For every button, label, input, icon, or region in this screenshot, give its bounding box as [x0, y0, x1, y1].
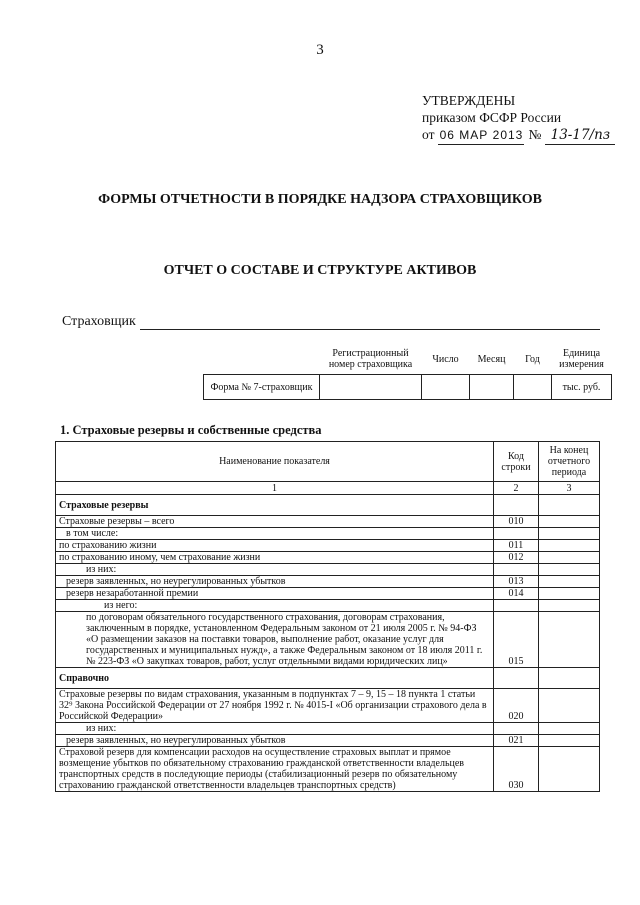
insurer-field — [62, 314, 600, 330]
table-row — [56, 528, 600, 540]
row-label: в том числе: — [56, 528, 494, 540]
row-code: 030 — [494, 747, 539, 792]
insurer-blank-line — [140, 315, 600, 330]
table-row — [56, 689, 600, 723]
row-value — [539, 668, 600, 689]
row-value — [539, 576, 600, 588]
row-label: Справочно — [56, 668, 494, 689]
table-row — [56, 588, 600, 600]
unit-cell: тыс. руб. — [552, 375, 612, 400]
col-header-name: Наименование показателя — [56, 442, 494, 482]
table-row — [56, 612, 600, 668]
section-title: 1. Страховые резервы и собственные средства — [60, 423, 322, 437]
table-row — [56, 600, 600, 612]
table-row — [56, 668, 600, 689]
row-label: из него: — [56, 600, 494, 612]
table-row — [56, 723, 600, 735]
insurer-label: Страховщик — [62, 314, 136, 329]
year-cell — [514, 375, 552, 400]
row-label: резерв незаработанной премии — [56, 588, 494, 600]
table-row — [56, 540, 600, 552]
day-cell — [422, 375, 470, 400]
row-label: из них: — [56, 564, 494, 576]
row-value — [539, 516, 600, 528]
col-number-1: 1 — [56, 482, 494, 495]
row-label: Страховой резерв для компенсации расходов на осуществление страховых выплат и прямое возмещение убытков по обязательному страхованию гражданской ответственности владельцев транспортных средств в последующие периоды (стабилизационный резерв по обязательному страхованию гражданской ответственности владельцев транспортных средств) — [56, 747, 494, 792]
approval-no-label: № — [528, 127, 542, 142]
table-header-row — [56, 442, 600, 482]
approval-details — [422, 126, 615, 145]
col-number-3: 3 — [539, 482, 600, 495]
row-code: 014 — [494, 588, 539, 600]
row-value — [539, 588, 600, 600]
row-value — [539, 552, 600, 564]
row-value — [539, 689, 600, 723]
main-title: ФОРМЫ ОТЧЕТНОСТИ В ПОРЯДКЕ НАДЗОРА СТРАХОВЩИКОВ — [98, 192, 542, 207]
form-label: Форма № 7-страховщик — [204, 375, 320, 400]
table-row — [56, 552, 600, 564]
row-code: 012 — [494, 552, 539, 564]
row-value — [539, 723, 600, 735]
table-row — [56, 735, 600, 747]
row-label: из них: — [56, 723, 494, 735]
row-code: 015 — [494, 612, 539, 668]
approval-line2: приказом ФСФР России — [422, 110, 562, 125]
row-label: по страхованию жизни — [56, 540, 494, 552]
header-month: Месяц — [477, 353, 506, 365]
column-number-row — [56, 482, 600, 495]
form-id-table — [203, 344, 612, 400]
row-value — [539, 600, 600, 612]
row-code — [494, 564, 539, 576]
page-number: 3 — [316, 42, 324, 58]
month-cell — [470, 375, 514, 400]
approval-line1: УТВЕРЖДЕНЫ — [422, 93, 516, 108]
col-header-value: На конец отчетного периода — [539, 442, 600, 482]
row-value — [539, 735, 600, 747]
row-code: 021 — [494, 735, 539, 747]
table-row — [56, 747, 600, 792]
approval-stamp — [422, 92, 615, 145]
report-title: ОТЧЕТ О СОСТАВЕ И СТРУКТУРЕ АКТИВОВ — [163, 263, 477, 278]
table-row — [56, 564, 600, 576]
table-row — [56, 576, 600, 588]
row-code — [494, 495, 539, 516]
reserves-table — [55, 441, 600, 792]
header-unit: Единица измерения — [559, 348, 604, 370]
table-row — [56, 516, 600, 528]
approval-date: 06 МАР 2013 — [438, 127, 524, 145]
row-label: Страховые резервы по видам страхования, указанным в подпунктах 7 – 9, 15 – 18 пункта 1 статьи 32⁹ Закона Российской Федерации от 27 ноября 1992 г. № 4015-I «Об организации страхового дела в Российской Федерации» — [56, 689, 494, 723]
col-header-code: Код строки — [494, 442, 539, 482]
approval-number: 13-17/пз — [545, 127, 615, 145]
row-label: по договорам обязательного государственного страхования, договорам страхования, заключенным в порядке, установленном Федеральным законом от 21 июля 2005 г. № 94-ФЗ «О размещении заказов на поставки товаров, выполнение работ, оказание услуг для государственных и муниципальных нужд», а также Федеральным законом от 18 июля 2011 г. № 223-ФЗ «О закупках товаров, работ, услуг отдельными видами юридических лиц» — [56, 612, 494, 668]
row-code — [494, 528, 539, 540]
row-value — [539, 747, 600, 792]
row-value — [539, 540, 600, 552]
row-code — [494, 668, 539, 689]
table-row — [56, 495, 600, 516]
row-code — [494, 600, 539, 612]
row-label: Страховые резервы – всего — [56, 516, 494, 528]
row-label: Страховые резервы — [56, 495, 494, 516]
row-value — [539, 528, 600, 540]
header-reg-number: Регистрационный номер страховщика — [328, 348, 413, 370]
row-value — [539, 612, 600, 668]
row-label: резерв заявленных, но неурегулированных убытков — [56, 576, 494, 588]
col-number-2: 2 — [494, 482, 539, 495]
row-label: по страхованию иному, чем страхование жизни — [56, 552, 494, 564]
row-value — [539, 495, 600, 516]
header-day: Число — [432, 353, 459, 365]
row-code — [494, 723, 539, 735]
row-code: 011 — [494, 540, 539, 552]
row-value — [539, 564, 600, 576]
row-label: резерв заявленных, но неурегулированных убытков — [56, 735, 494, 747]
header-year: Год — [525, 353, 540, 365]
reg-number-cell — [320, 375, 422, 400]
row-code: 010 — [494, 516, 539, 528]
approval-from-label: от — [422, 127, 435, 142]
row-code: 020 — [494, 689, 539, 723]
row-code: 013 — [494, 576, 539, 588]
